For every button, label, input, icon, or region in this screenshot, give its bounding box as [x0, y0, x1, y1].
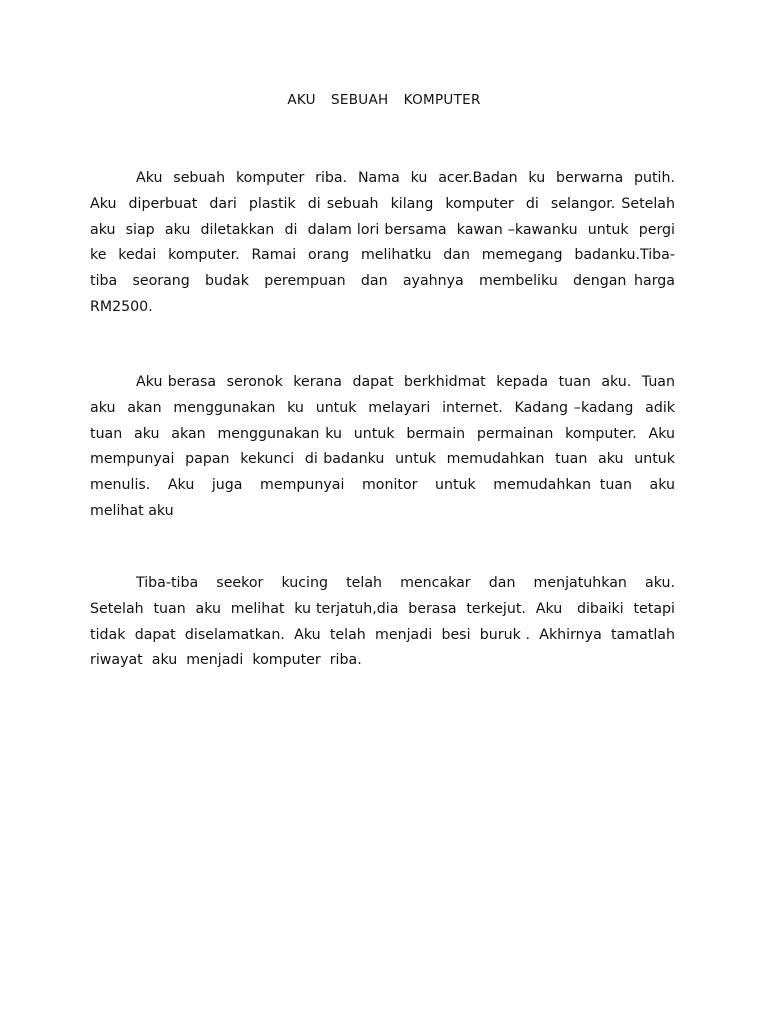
paragraph-1: [90, 166, 675, 321]
paragraph-line: tuan aku akan menggunakan ku untuk bermain permainan komputer. Aku: [90, 425, 675, 442]
paragraph-line: melihat aku: [90, 502, 174, 519]
paragraph-2: [90, 370, 675, 525]
paragraph-line: aku akan menggunakan ku untuk melayari internet. Kadang –kadang adik: [90, 399, 675, 416]
paragraph-line: Aku berasa seronok kerana dapat berkhidmat kepada tuan aku. Tuan: [136, 374, 675, 390]
paragraph-line: ke kedai komputer. Ramai orang melihatku dan memegang badanku.Tiba-: [90, 247, 675, 264]
paragraph-line: aku siap aku diletakkan di dalam lori bersama kawan –kawanku untuk pergi: [90, 221, 675, 238]
paragraph-line: Aku sebuah komputer riba. Nama ku acer.Badan ku berwarna putih.: [136, 170, 675, 186]
paragraph-line: menulis. Aku juga mempunyai monitor untuk memudahkan tuan aku: [90, 477, 675, 494]
document-title: AKU SEBUAH KOMPUTER: [287, 92, 481, 108]
paragraph-3: [90, 571, 675, 674]
paragraph-line: Tiba-tiba seekor kucing telah mencakar dan menjatuhkan aku.: [136, 575, 675, 591]
paragraph-line: tiba seorang budak perempuan dan ayahnya membeliku dengan harga: [90, 273, 675, 290]
paragraph-line: mempunyai papan kekunci di badanku untuk memudahkan tuan aku untuk: [90, 451, 675, 468]
paragraph-line: RM2500.: [90, 298, 153, 315]
paragraph-line: riwayat aku menjadi komputer riba.: [90, 652, 362, 669]
paragraph-line: tidak dapat diselamatkan. Aku telah menjadi besi buruk . Akhirnya tamatlah: [90, 626, 675, 643]
paragraph-line: Setelah tuan aku melihat ku terjatuh,dia berasa terkejut. Aku dibaiki tetapi: [90, 600, 675, 617]
paragraph-line: Aku diperbuat dari plastik di sebuah kilang komputer di selangor. Setelah: [90, 195, 675, 212]
